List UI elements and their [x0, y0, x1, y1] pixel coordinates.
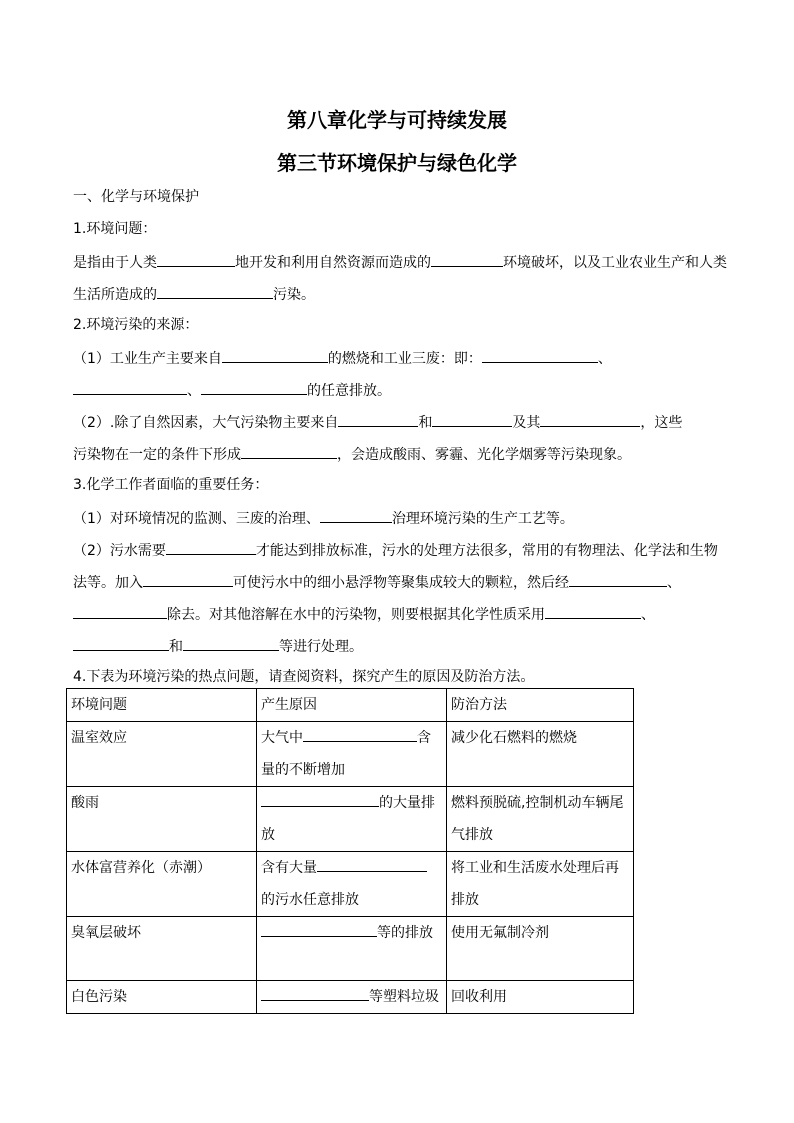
- item3-heading: 3.化学工作者面临的重要任务：: [73, 477, 269, 493]
- method-cell: 燃料预脱硫,控制机动车辆尾气排放: [447, 787, 634, 852]
- item1-line1: [73, 251, 727, 273]
- cause-cell: [257, 917, 447, 981]
- item1-line2: [73, 283, 315, 305]
- fill-blank[interactable]: [201, 379, 307, 395]
- item1-heading: 1.环境问题：: [73, 221, 157, 237]
- item2-p1-line1: [73, 347, 612, 369]
- text: 的大量排: [379, 795, 435, 811]
- chapter-title: 第八章化学与可持续发展: [287, 108, 507, 132]
- cause-cell: [257, 852, 447, 917]
- fill-blank[interactable]: [320, 507, 392, 523]
- fill-blank[interactable]: [183, 635, 279, 651]
- problem-cell: 酸雨: [67, 787, 257, 852]
- fill-blank[interactable]: [431, 251, 503, 267]
- fill-blank[interactable]: [157, 251, 235, 267]
- fill-blank[interactable]: [338, 411, 418, 427]
- cause-cell: [257, 787, 447, 852]
- item2-p2-line2: [73, 443, 631, 465]
- text: 、: [667, 575, 681, 591]
- fill-blank[interactable]: [261, 791, 379, 807]
- cause-cell: [257, 981, 447, 1014]
- text: ，会造成酸雨、雾霾、光化学烟雾等污染现象。: [337, 447, 631, 463]
- fill-blank[interactable]: [432, 411, 512, 427]
- fill-blank[interactable]: [222, 347, 328, 363]
- text: 等塑料垃圾: [369, 989, 439, 1005]
- text: 的燃烧和工业三废：即：: [327, 351, 482, 367]
- table-row: [67, 981, 634, 1014]
- fill-blank[interactable]: [540, 411, 640, 427]
- problem-cell: 臭氧层破坏: [67, 917, 257, 981]
- item2-heading: 2.环境污染的来源：: [73, 317, 199, 333]
- fill-blank[interactable]: [241, 443, 337, 459]
- fill-blank[interactable]: [73, 635, 169, 651]
- problem-cell: 温室效应: [67, 722, 257, 787]
- method-cell: 使用无氟制冷剂: [447, 917, 634, 981]
- fill-blank[interactable]: [166, 539, 256, 555]
- item4-heading: 4.下表为环境污染的热点问题，请查阅资料，探究产生的原因及防治方法。: [73, 669, 535, 685]
- text: 是指由于人类: [73, 255, 157, 271]
- table-row: [67, 787, 634, 852]
- text: 等的排放: [377, 925, 433, 941]
- fill-blank[interactable]: [317, 856, 427, 872]
- item3-p2-line4: [73, 635, 363, 657]
- text: 污染物在一定的条件下形成: [73, 447, 241, 463]
- text: 生活所造成的: [73, 287, 157, 303]
- fill-blank[interactable]: [303, 726, 417, 742]
- table-row: [67, 852, 634, 917]
- fill-blank[interactable]: [261, 985, 369, 1001]
- text: 环境破坏，以及工业农业生产和人类: [503, 255, 727, 271]
- text: 才能达到排放标准，污水的处理方法很多，常用的有物理法、化学法和生物: [255, 543, 718, 559]
- text: 地开发和利用自然资源而造成的: [235, 255, 431, 271]
- item3-p2-line2: [73, 571, 681, 593]
- text: 等进行处理。: [279, 639, 363, 655]
- text: （1）工业生产主要来自: [73, 351, 222, 367]
- text: 的任意排放。: [307, 383, 391, 399]
- method-cell: 将工业和生活废水处理后再排放: [447, 852, 634, 917]
- fill-blank[interactable]: [569, 571, 667, 587]
- text: 的污水任意排放: [261, 892, 359, 908]
- item3-p1: [73, 507, 574, 529]
- fill-blank[interactable]: [545, 603, 641, 619]
- text: 、: [641, 607, 655, 623]
- header-cause: 产生原因: [257, 689, 447, 722]
- method-cell: 回收利用: [447, 981, 634, 1014]
- text: 法等。加入: [73, 575, 143, 591]
- text: 含: [417, 730, 431, 746]
- text: 和: [169, 639, 183, 655]
- item2-p1-line2: [73, 379, 391, 401]
- table-row: [67, 917, 634, 981]
- text: 污染。: [273, 287, 315, 303]
- text: 、: [187, 383, 201, 399]
- text: （1）对环境情况的监测、三废的治理、: [73, 511, 320, 527]
- fill-blank[interactable]: [143, 571, 233, 587]
- fill-blank[interactable]: [73, 379, 187, 395]
- text: 可使污水中的细小悬浮物等聚集成较大的颗粒，然后经: [233, 575, 569, 591]
- method-cell: 减少化石燃料的燃烧: [447, 722, 634, 787]
- cause-cell: [257, 722, 447, 787]
- section-title: 第三节环境保护与绿色化学: [277, 151, 517, 175]
- table-header-row: [67, 689, 634, 722]
- text: 大气中: [261, 730, 303, 746]
- table-row: [67, 722, 634, 787]
- problem-cell: 白色污染: [67, 981, 257, 1014]
- text: 、: [597, 351, 612, 367]
- fill-blank[interactable]: [261, 921, 377, 937]
- fill-blank[interactable]: [482, 347, 598, 363]
- text: 含有大量: [261, 860, 317, 876]
- text: （2）污水需要: [73, 543, 166, 559]
- fill-blank[interactable]: [157, 283, 273, 299]
- header-problem: 环境问题: [67, 689, 257, 722]
- item3-p2-line3: [73, 603, 655, 625]
- item3-p2-line1: [73, 539, 718, 561]
- fill-blank[interactable]: [73, 603, 167, 619]
- text: 及其: [512, 415, 541, 431]
- text: 治理环境污染的生产工艺等。: [391, 511, 574, 527]
- text: 和: [418, 415, 433, 431]
- item2-p2-line1: [73, 411, 682, 433]
- text: ，这些: [640, 415, 683, 431]
- pollution-table: [66, 688, 634, 1014]
- text: 量的不断增加: [261, 762, 345, 778]
- header-method: 防治方法: [447, 689, 634, 722]
- text: 除去。对其他溶解在水中的污染物，则要根据其化学性质采用: [167, 607, 545, 623]
- problem-cell: 水体富营养化（赤潮）: [67, 852, 257, 917]
- section-heading: 一、化学与环境保护: [73, 189, 199, 205]
- text: 放: [261, 827, 275, 843]
- text: （2）.除了自然因素，大气污染物主要来自: [73, 415, 339, 431]
